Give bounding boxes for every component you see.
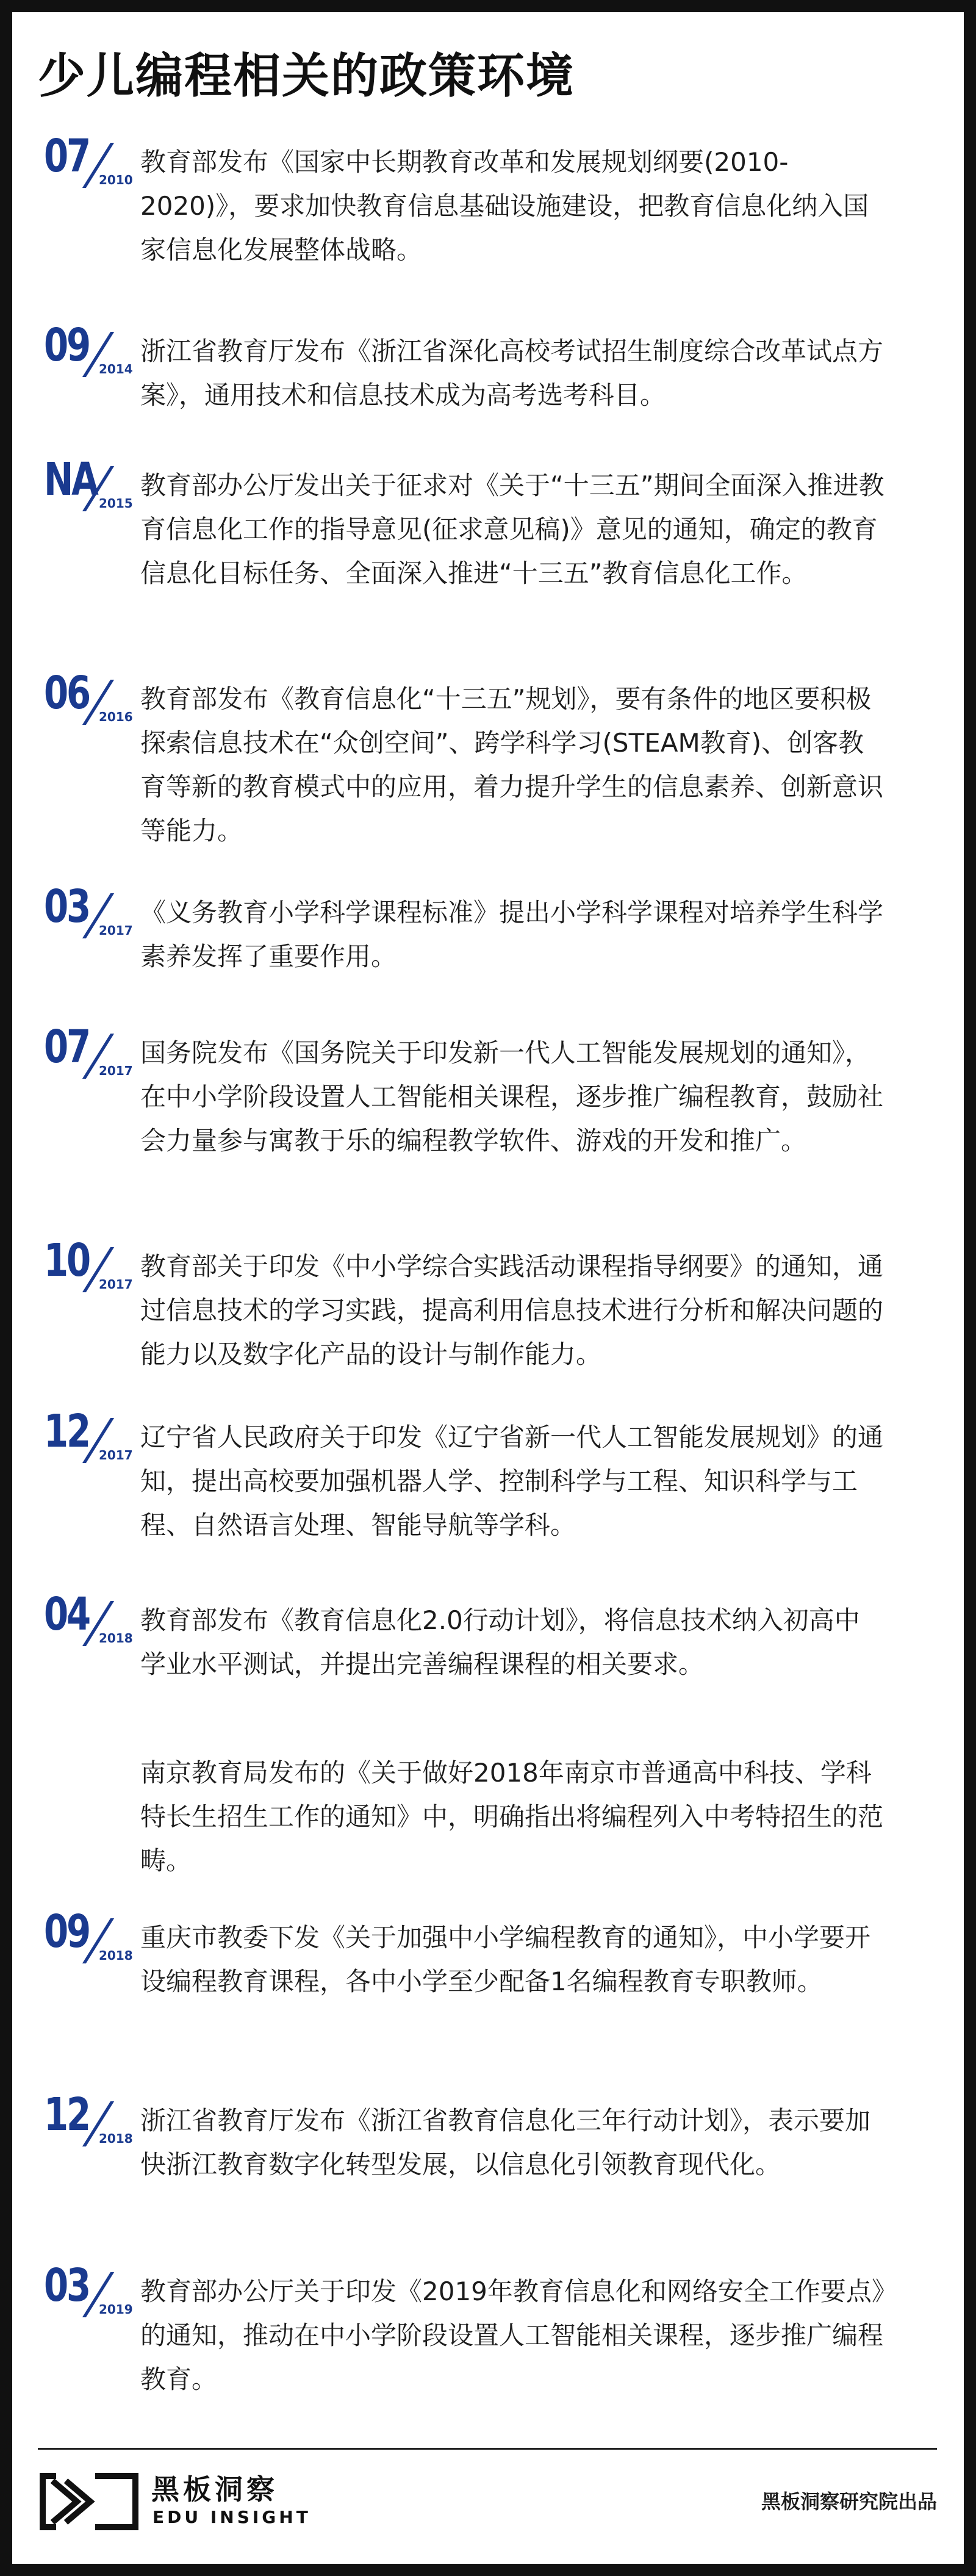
infographic-page — [12, 12, 964, 2564]
entry-year: 2017 — [99, 1063, 133, 1078]
logo-chinese-name: 黑板洞察 — [151, 2473, 278, 2506]
entry-year: 2018 — [99, 2131, 133, 2146]
entry-month: 04 — [44, 1588, 90, 1641]
entry-year: 2010 — [99, 173, 133, 187]
logo-english-name: EDU INSIGHT — [152, 2507, 311, 2527]
entry-text: 教育部发布《国家中长期教育改革和发展规划纲要(2010-2020)》，要求加快教育信息基础设施建设，把教育信息化纳入国家信息化发展整体战略。 — [140, 147, 869, 265]
entry-text: 南京教育局发布的《关于做好2018年南京市普通高中科技、学科特长生招生工作的通知》中，明确指出将编程列入中考特招生的范畴。 — [140, 1758, 884, 1876]
entry-date-badge — [44, 130, 133, 198]
entry-date-badge — [44, 1021, 133, 1088]
entry-text: 浙江省教育厅发布《浙江省深化高校考试招生制度综合改革试点方案》，通用技术和信息技术成为高考选考科目。 — [140, 336, 884, 410]
entry-month: 07 — [44, 1021, 90, 1073]
entry-date-badge — [44, 2089, 133, 2156]
entry-date-badge — [44, 1588, 133, 1656]
entry-text: 辽宁省人民政府关于印发《辽宁省新一代人工智能发展规划》的通知，提出高校要加强机器人学、控制科学与工程、知识科学与工程、自然语言处理、智能导航等学科。 — [140, 1422, 884, 1540]
entry-year: 2017 — [99, 923, 133, 938]
entry-text: 浙江省教育厅发布《浙江省教育信息化三年行动计划》，表示要加快浙江教育数字化转型发展，以信息化引领教育现代化。 — [140, 2106, 871, 2179]
publisher-credit: 黑板洞察研究院出品 — [761, 2490, 937, 2513]
page-title: 少儿编程相关的政策环境 — [38, 49, 575, 104]
entry-year: 2018 — [99, 1631, 133, 1646]
entry-date-badge — [44, 2259, 133, 2327]
entry-month: 06 — [44, 667, 90, 719]
entry-month: 07 — [44, 130, 90, 182]
entry-date-badge — [44, 1234, 133, 1302]
entry-date-badge — [44, 453, 133, 521]
entry-month: 03 — [44, 2259, 90, 2312]
entry-month: 10 — [44, 1234, 90, 1287]
chevron-frame-logo-icon — [38, 2471, 142, 2532]
entry-month: NA — [44, 453, 97, 506]
entry-text: 《义务教育小学科学课程标准》提出小学科学课程对培养学生科学素养发挥了重要作用。 — [140, 898, 884, 971]
entry-year: 2016 — [99, 710, 133, 724]
entry-text: 重庆市教委下发《关于加强中小学编程教育的通知》，中小学要开设编程教育课程，各中小学至少配备1名编程教育专职教师。 — [140, 1923, 871, 1996]
brand-logo — [38, 2471, 379, 2532]
entry-date-badge — [44, 319, 133, 387]
entry-year: 2017 — [99, 1277, 133, 1292]
entry-month: 12 — [44, 1405, 90, 1458]
entry-year: 2018 — [99, 1948, 133, 1963]
entry-date-badge — [44, 1905, 133, 1973]
entry-year: 2015 — [99, 496, 133, 511]
entry-month: 12 — [44, 2089, 90, 2141]
entry-date-badge — [44, 667, 133, 735]
footer-divider — [38, 2448, 937, 2450]
entry-text: 教育部办公厅发出关于征求对《关于“十三五”期间全面深入推进教育信息化工作的指导意见(征求意见稿)》意见的通知，确定的教育信息化目标任务、全面深入推进“十三五”教育信息化工作。 — [140, 470, 884, 588]
entry-text: 教育部关于印发《中小学综合实践活动课程指导纲要》的通知，通过信息技术的学习实践，提高利用信息技术进行分析和解决问题的能力以及数字化产品的设计与制作能力。 — [140, 1251, 884, 1369]
entry-month: 09 — [44, 1905, 90, 1958]
entry-text: 教育部发布《教育信息化“十三五”规划》，要有条件的地区要积极探索信息技术在“众创空间”、跨学科学习(STEAM教育)、创客教育等新的教育模式中的应用，着力提升学生的信息素养、创新意识等能力。 — [140, 684, 884, 846]
entry-year: 2017 — [99, 1448, 133, 1462]
entry-month: 09 — [44, 319, 90, 372]
entry-text: 教育部发布《教育信息化2.0行动计划》，将信息技术纳入初高中学业水平测试，并提出完善编程课程的相关要求。 — [140, 1605, 860, 1679]
entry-text: 教育部办公厅关于印发《2019年教育信息化和网络安全工作要点》的通知，推动在中小学阶段设置人工智能相关课程，逐步推广编程教育。 — [140, 2276, 884, 2394]
entry-month: 03 — [44, 880, 90, 933]
entry-text: 国务院发布《国务院关于印发新一代人工智能发展规划的通知》，在中小学阶段设置人工智能相关课程，逐步推广编程教育，鼓励社会力量参与寓教于乐的编程教学软件、游戏的开发和推广。 — [140, 1038, 884, 1156]
policy-timeline — [12, 128, 964, 2422]
entry-year: 2019 — [99, 2302, 133, 2317]
entry-year: 2014 — [99, 362, 133, 376]
entry-date-badge — [44, 1405, 133, 1473]
entry-date-badge — [44, 880, 133, 948]
